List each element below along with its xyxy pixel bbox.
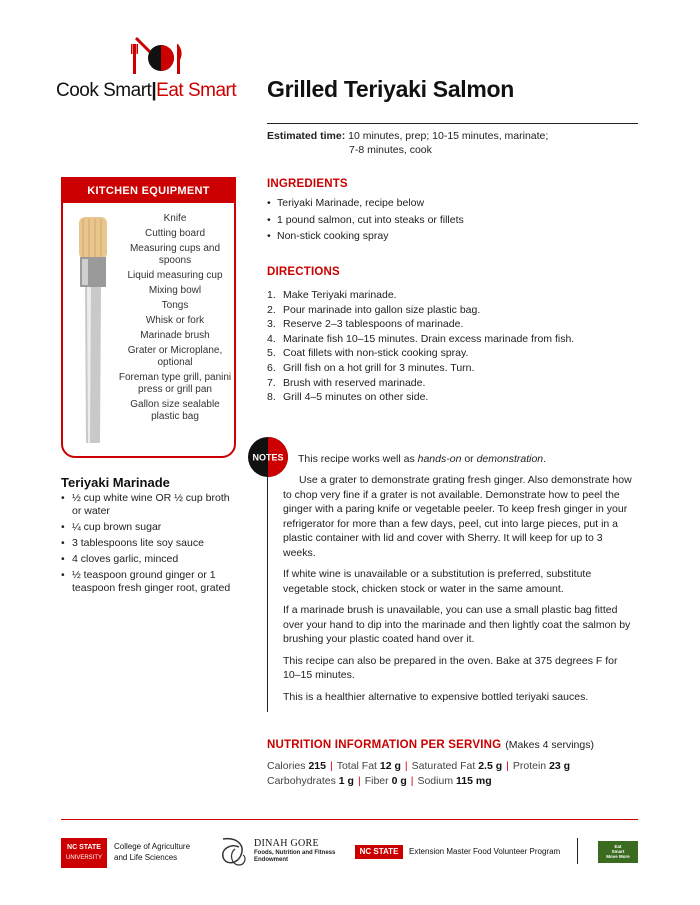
estimated-time	[267, 129, 548, 157]
equipment-item: Tongs	[161, 300, 189, 311]
marinade-list	[61, 492, 241, 598]
footer-separator	[577, 838, 578, 864]
footer-divider	[61, 819, 638, 820]
equipment-item: Knife	[163, 213, 187, 224]
notes-divider	[267, 462, 268, 712]
direction-step: 2. Pour marinade into gallon size plastic bag.	[267, 303, 481, 316]
direction-step: 1. Make Teriyaki marinade.	[267, 289, 397, 301]
estimated-time-label: Estimated time:	[267, 130, 346, 142]
directions-heading: DIRECTIONS	[267, 266, 340, 278]
eat-smart-move-more-logo: Eat Smart Move More	[598, 841, 638, 863]
ingredients-heading: INGREDIENTS	[267, 178, 348, 190]
direction-step: 5. Coat fillets with non-stick cooking spray.	[267, 347, 469, 360]
marinade-item: • ½ cup white wine OR ½ cup broth or water	[61, 492, 241, 518]
dinah-gore-subtitle: Foods, Nutrition and Fitness Endowment	[254, 850, 336, 863]
recipe-title: Grilled Teriyaki Salmon	[267, 76, 515, 102]
ingredient-item: • Teriyaki Marinade, recipe below	[267, 196, 464, 210]
notes-intro: This recipe works well as hands-on or demonstration.	[298, 453, 547, 465]
dinah-gore-title: DINAH GORE	[254, 838, 319, 849]
estimated-time-line2: 7-8 minutes, cook	[349, 144, 432, 156]
college-name: College of Agriculture and Life Sciences	[114, 842, 191, 862]
equipment-item: Whisk or fork	[145, 315, 205, 326]
notes-paragraph: This is a healthier alternative to expensive bottled teriyaki sauces.	[283, 690, 589, 703]
equipment-item: Mixing bowl	[148, 285, 202, 296]
dinah-gore-monogram-icon	[217, 835, 251, 869]
equipment-list	[115, 213, 235, 426]
cook-smart-eat-smart-logo	[56, 30, 246, 105]
ingredients-list	[267, 196, 464, 246]
equipment-item: Liquid measuring cup	[127, 270, 223, 281]
direction-step: 7. Brush with reserved marinade.	[267, 376, 426, 389]
equipment-item: Measuring cups and spoons	[129, 243, 221, 266]
pastry-brush-icon	[73, 215, 113, 445]
ncstate-logo: NC STATE	[355, 845, 403, 859]
marinade-item: • 4 cloves garlic, minced	[61, 553, 241, 566]
notes-paragraph: Use a grater to demonstrate grating fresh ginger. Also demonstrate how to chop very fine if a grater is not available. Demonstrate how to peel the ginger with a paring knife or vegetable peeler. To keep fresh ginger in your refrigerator for more than a few days, peel, cut into large pieces, put in a plastic container with lid and cover with Sherry. It will keep for up to 3 weeks.	[283, 474, 632, 559]
ncstate-university-logo: NC STATE UNIVERSITY	[61, 838, 107, 868]
nutrition-row-2: Carbohydrates 1 g | Fiber 0 g | Sodium 115 mg	[267, 775, 492, 787]
nutrition-heading: NUTRITION INFORMATION PER SERVING (Makes 4 servings)	[267, 739, 594, 751]
direction-step: 4. Marinate fish 10–15 minutes. Drain excess marinade from fish.	[267, 332, 575, 345]
estimated-time-line1: 10 minutes, prep; 10-15 minutes, marinate;	[348, 130, 549, 142]
ingredient-item: • 1 pound salmon, cut into steaks or fillets	[267, 213, 464, 227]
equipment-item: Cutting board	[144, 228, 206, 239]
direction-step: 3. Reserve 2–3 tablespoons of marinade.	[267, 318, 464, 331]
equipment-item: Grater or Microplane, optional	[127, 345, 223, 368]
ingredient-item: • Non-stick cooking spray	[267, 229, 464, 243]
title-divider	[267, 123, 638, 124]
emfv-program-name: Extension Master Food Volunteer Program	[409, 847, 561, 856]
kitchen-equipment-box	[61, 177, 236, 458]
equipment-item: Marinade brush	[140, 330, 210, 341]
equipment-item: Foreman type grill, panini press or grill pan	[118, 372, 232, 395]
equipment-item: Gallon size sealable plastic bag	[130, 399, 220, 422]
marinade-item: • ¼ cup brown sugar	[61, 521, 241, 534]
logo-wordmark: Cook Smart|Eat Smart	[56, 80, 237, 101]
notes-paragraph: If a marinade brush is unavailable, you can use a small plastic bag fitted over your hand to dip into the marinade and then lightly coat the salmon by brushing your plastic coated hand over it.	[283, 604, 631, 645]
notes-badge-label: NOTES	[252, 452, 284, 463]
marinade-item: • ½ teaspoon ground ginger or 1 teaspoon fresh ginger root, grated	[61, 569, 241, 595]
kitchen-equipment-heading: KITCHEN EQUIPMENT NEEDED	[63, 179, 234, 203]
notes-badge	[248, 437, 288, 477]
notes-paragraph: If white wine is unavailable or a substitution is preferred, substitute vegetable stock, chicken stock or water in the same amount.	[283, 568, 592, 595]
marinade-item: • 3 tablespoons lite soy sauce	[61, 537, 241, 550]
notes-paragraph: This recipe can also be prepared in the oven. Bake at 375 degrees F for 10–15 minutes.	[283, 654, 618, 681]
skillet-fork-knife-icon	[126, 30, 186, 78]
marinade-title: Teriyaki Marinade	[61, 475, 170, 490]
direction-step: 8. Grill 4–5 minutes on other side.	[267, 391, 429, 404]
notes-body	[283, 473, 637, 711]
nutrition-row-1: Calories 215 | Total Fat 12 g | Saturated Fat 2.5 g | Protein 23 g	[267, 760, 571, 772]
direction-step: 6. Grill fish on a hot grill for 3 minutes. Turn.	[267, 361, 475, 374]
directions-list	[267, 288, 574, 405]
